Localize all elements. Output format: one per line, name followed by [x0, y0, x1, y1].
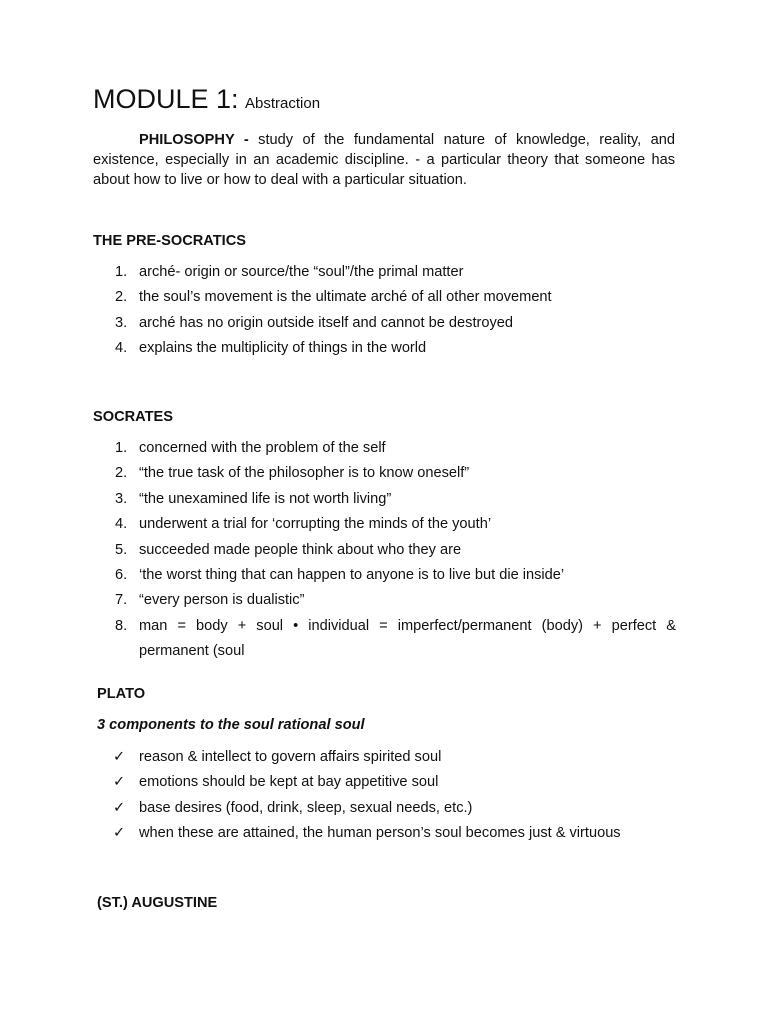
checkmark-icon: ✓: [113, 749, 126, 765]
intro-text: study of the fundamental nature of knowledge, reality, and existence, especially in an academic discipline. - a particular theory that someone has about how to live or how to deal with a particular situation.: [93, 132, 675, 188]
module-title: [93, 84, 320, 115]
list-item: 4. explains the multiplicity of things in the world: [115, 340, 427, 357]
list-item: 8. man = body + soul • individual = imperfect/permanent (body) + perfect & permanent (soul: [115, 617, 676, 660]
list-item: 3. arché has no origin outside itself and cannot be destroyed: [115, 314, 514, 331]
checkmark-icon: ✓: [113, 825, 126, 842]
list-item: ✓ base desires (food, drink, sleep, sexual needs, etc.): [110, 796, 676, 821]
plato-subheading: 3 components to the soul rational soul: [97, 717, 365, 733]
plato-list: [110, 745, 676, 847]
intro-term: PHILOSOPHY -: [139, 132, 249, 148]
intro-paragraph: [93, 130, 675, 190]
module-title-subtitle: Abstraction: [245, 95, 321, 112]
list-item: 1. concerned with the problem of the self: [115, 440, 386, 456]
plato-heading: PLATO: [97, 686, 146, 702]
module-title-main: MODULE 1:: [93, 84, 239, 114]
checkmark-icon: ✓: [113, 799, 126, 816]
list-item: ✓ reason & intellect to govern affairs spirited soul: [110, 745, 676, 770]
list-item: 3. “the unexamined life is not worth living”: [115, 490, 392, 507]
list-item: 4. underwent a trial for ‘corrupting the minds of the youth’: [115, 516, 492, 533]
list-item: ✓ emotions should be kept at bay appetitive soul: [110, 770, 676, 795]
presocratics-list: [110, 260, 676, 362]
list-item: 6. ‘the worst thing that can happen to anyone is to live but die inside’: [115, 567, 565, 584]
list-item: 7. “every person is dualistic”: [115, 592, 305, 609]
socrates-heading: SOCRATES: [93, 409, 174, 425]
augustine-heading: (ST.) AUGUSTINE: [97, 895, 218, 911]
list-item: 2. “the true task of the philosopher is to know oneself”: [115, 465, 470, 482]
checkmark-icon: ✓: [113, 774, 126, 791]
list-item: ✓ when these are attained, the human person’s soul becomes just & virtuous: [110, 821, 676, 846]
presocratics-heading: THE PRE-SOCRATICS: [93, 233, 246, 249]
socrates-list: [110, 436, 676, 665]
list-item: 1. arché- origin or source/the “soul”/the primal matter: [115, 264, 464, 280]
list-item: 5. succeeded made people think about who they are: [115, 541, 462, 558]
list-item: 2. the soul’s movement is the ultimate arché of all other movement: [115, 289, 552, 306]
